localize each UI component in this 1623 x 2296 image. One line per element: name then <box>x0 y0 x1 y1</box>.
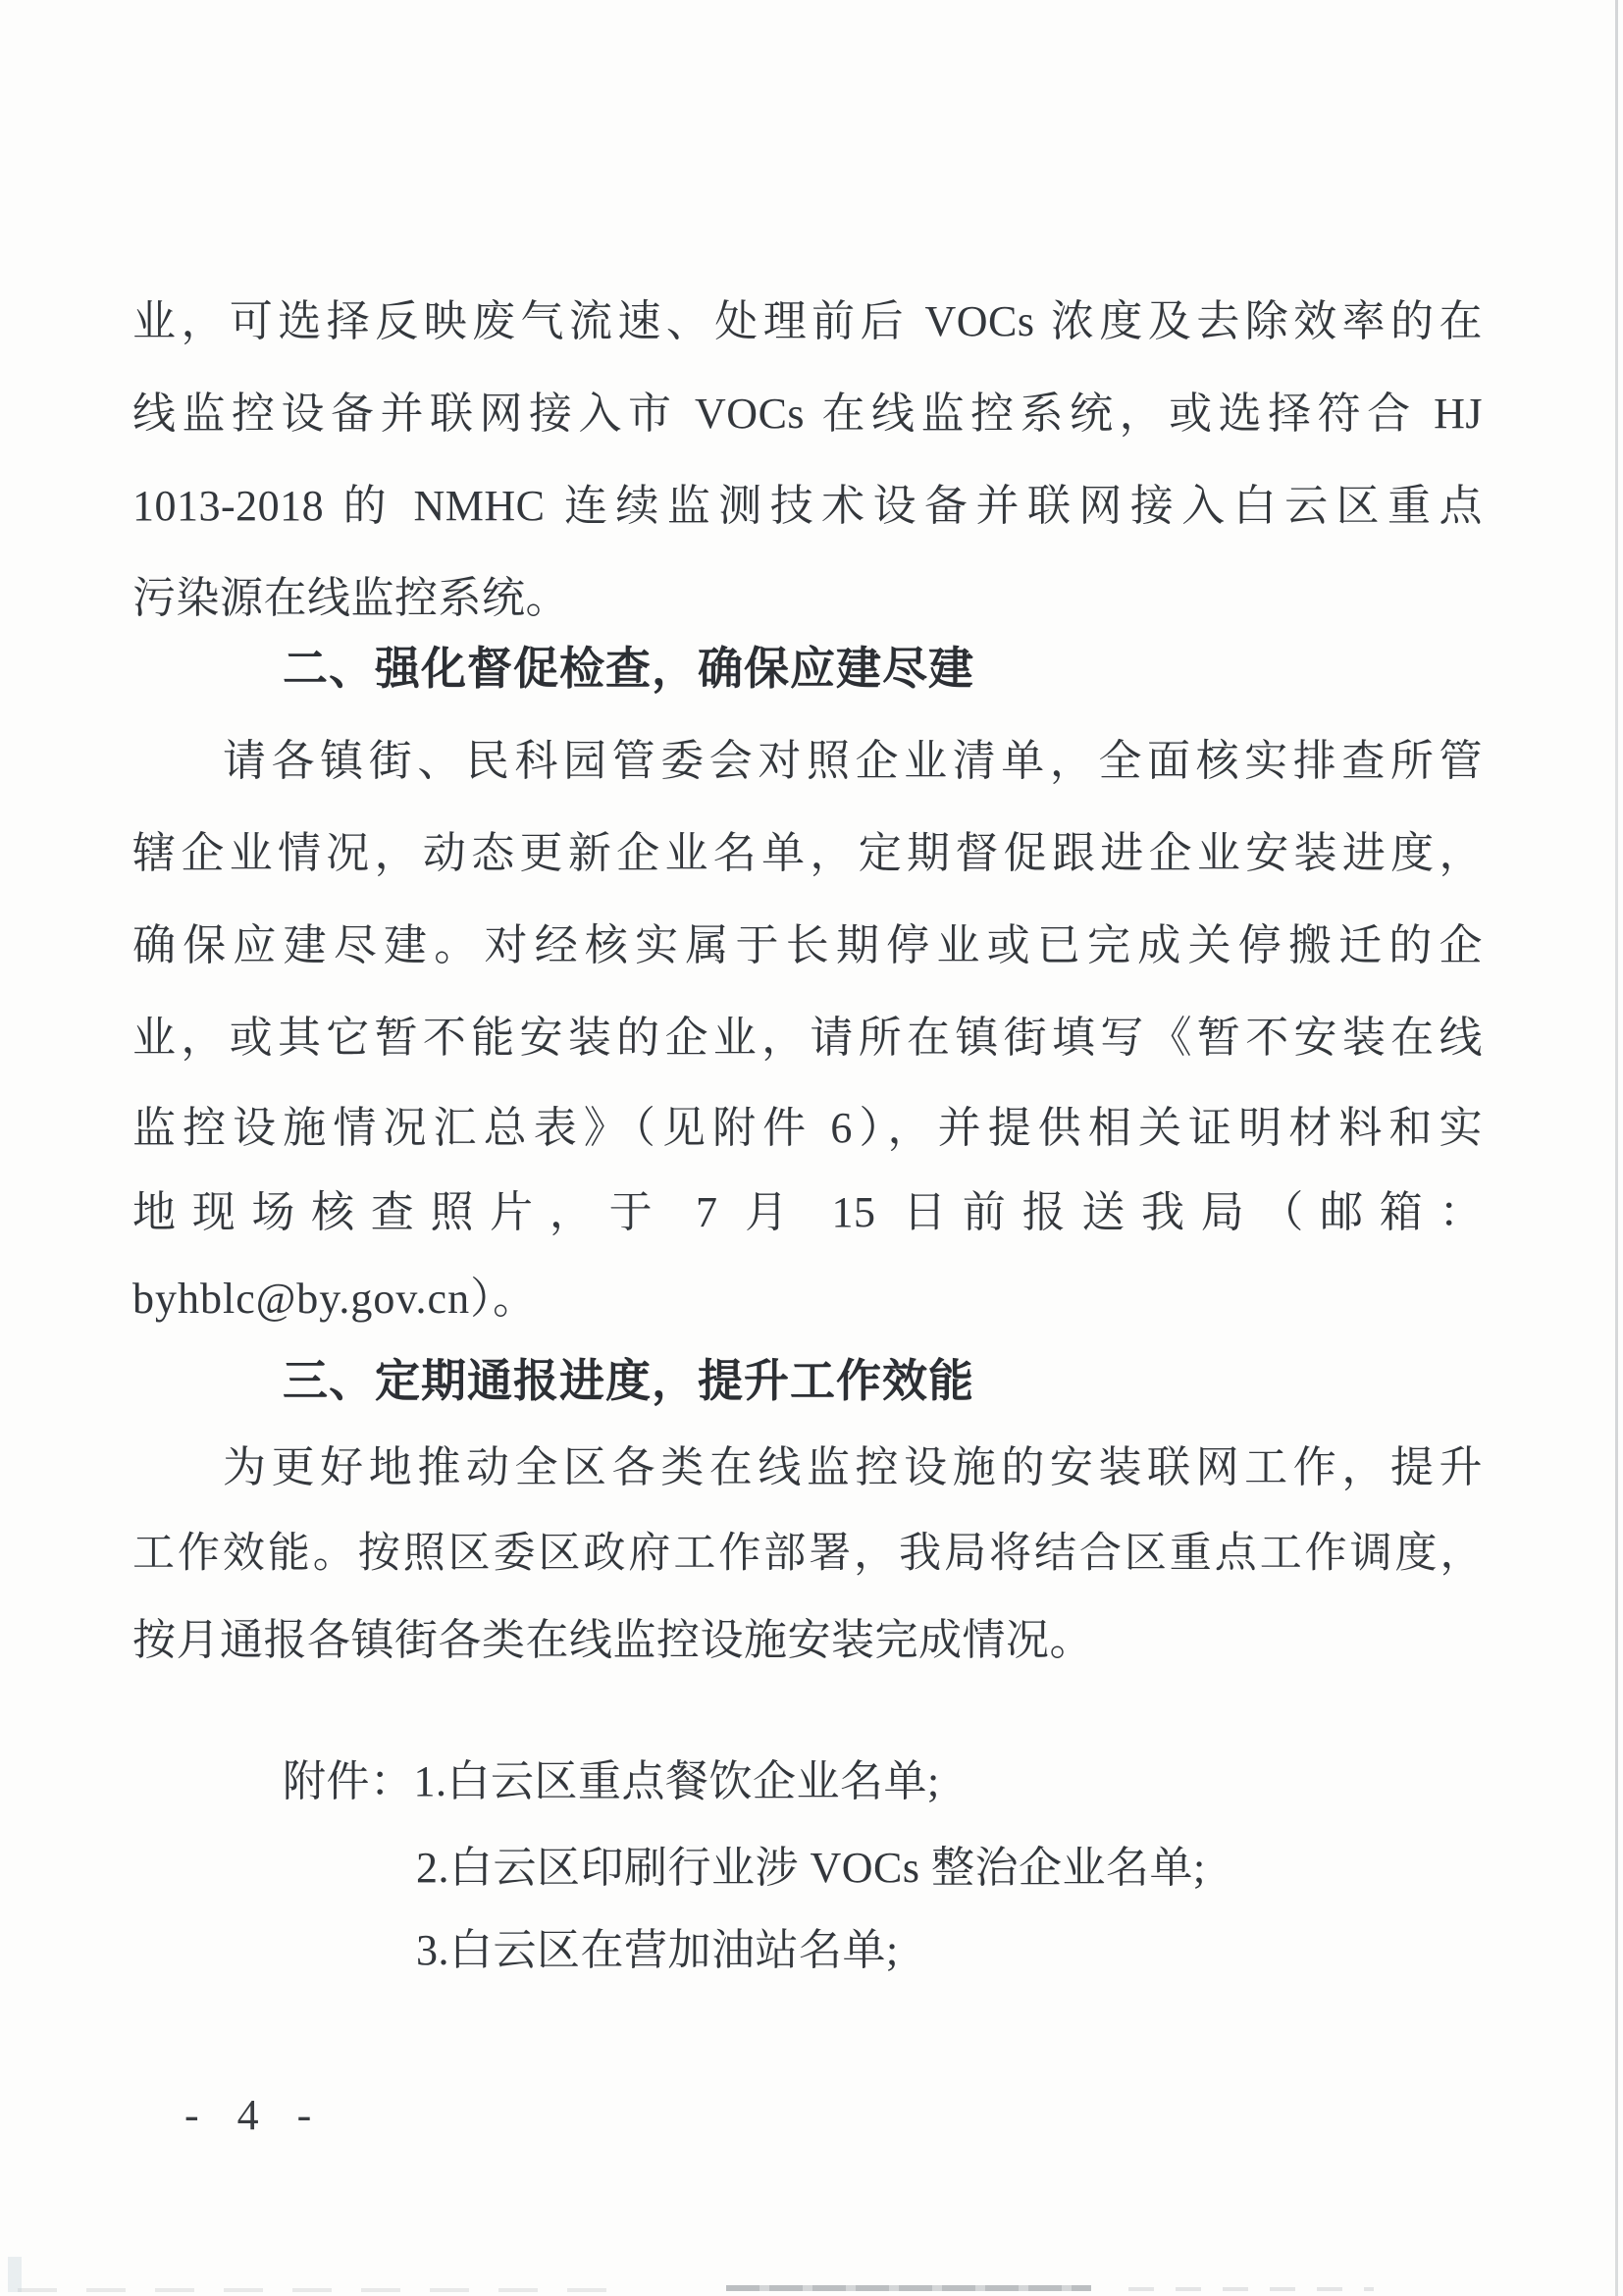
page-number: - 4 - <box>184 2091 326 2139</box>
attachment-item-1: 附件：1.白云区重点餐饮企业名单; <box>283 1757 940 1805</box>
paragraph-3-line-3: 按月通报各镇街各类在线监控设施安装完成情况。 <box>132 1616 1093 1664</box>
paragraph-2-line-7-email: byhblc@by.gov.cn）。 <box>132 1275 538 1323</box>
paragraph-2-line-2: 辖企业情况，动态更新企业名单，定期督促跟进企业安装进度， <box>132 829 1483 877</box>
paragraph-2-line-4: 业，或其它暂不能安装的企业，请所在镇街填写《暂不安装在线 <box>132 1014 1483 1062</box>
paragraph-2-line-1: 请各镇街、民科园管委会对照企业清单，全面核实排查所管 <box>223 737 1483 785</box>
scan-bottom-artifact <box>726 2285 1091 2291</box>
paragraph-3-line-2: 工作效能。按照区委区政府工作部署，我局将结合区重点工作调度， <box>132 1531 1483 1577</box>
paragraph-1-line-3: 1013-2018 的 NMHC 连续监测技术设备并联网接入白云区重点 <box>132 482 1483 530</box>
scan-edge-artifact <box>1615 0 1618 2296</box>
scan-bottom-artifact <box>1128 2287 1374 2291</box>
paragraph-1-line-1: 业，可选择反映废气流速、处理前后 VOCs 浓度及去除效率的在 <box>132 297 1483 345</box>
paragraph-2-line-6: 地现场核查照片，于 7 月 15 日前报送我局（邮箱： <box>132 1188 1483 1236</box>
paragraph-2-line-5: 监控设施情况汇总表》（见附件 6），并提供相关证明材料和实 <box>132 1104 1483 1152</box>
section-heading-2: 二、强化督促检查，确保应建尽建 <box>283 643 974 694</box>
scan-speck-artifact <box>8 2257 22 2292</box>
attachment-item-2: 2.白云区印刷行业涉 VOCs 整治企业名单; <box>416 1844 1206 1892</box>
section-heading-3: 三、定期通报进度，提升工作效能 <box>283 1355 974 1406</box>
paragraph-2-line-3: 确保应建尽建。对经核实属于长期停业或已完成关停搬迁的企 <box>132 921 1483 969</box>
scan-bottom-artifact <box>18 2288 606 2292</box>
paragraph-1-line-2: 线监控设备并联网接入市 VOCs 在线监控系统，或选择符合 HJ <box>132 390 1483 438</box>
paragraph-1-line-4: 污染源在线监控系统。 <box>132 574 569 622</box>
attachment-item-3: 3.白云区在营加油站名单; <box>416 1926 899 1974</box>
paragraph-3-line-1: 为更好地推动全区各类在线监控设施的安装联网工作，提升 <box>223 1443 1483 1491</box>
